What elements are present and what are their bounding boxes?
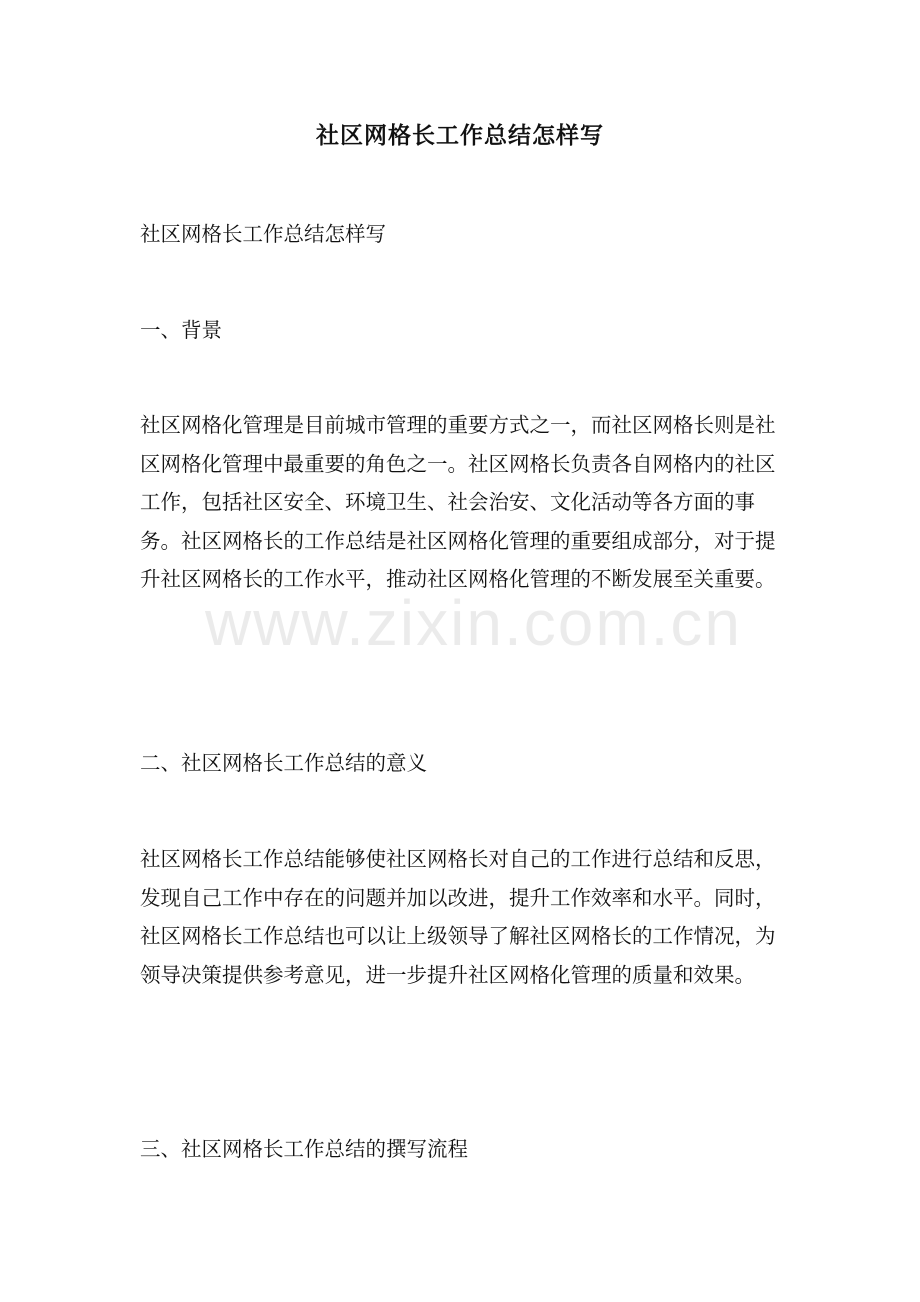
- section-body-significance: 社区网格长工作总结能够使社区网格长对自己的工作进行总结和反思，发现自己工作中存在的问题并加以改进，提升工作效率和水平。同时，社区网格长工作总结也可以让上级领导了解社区网格长的工作情况，为领导决策提供参考意见，进一步提升社区网格化管理的质量和效果。: [140, 847, 776, 987]
- watermark: www.zixin.com.cn: [205, 587, 742, 659]
- section-heading-background: 一、背景: [140, 318, 222, 342]
- section-heading-significance: 二、社区网格长工作总结的意义: [140, 751, 427, 775]
- section-heading-process: 三、社区网格长工作总结的撰写流程: [140, 1137, 468, 1161]
- section-body-background: 社区网格化管理是目前城市管理的重要方式之一，而社区网格长则是社区网格化管理中最重要的角色之一。社区网格长负责各自网格内的社区工作，包括社区安全、环境卫生、社会治安、文化活动等各方面的事务。社区网格长的工作总结是社区网格化管理的重要组成部分，对于提升社区网格长的工作水平，推动社区网格化管理的不断发展至关重要。: [140, 413, 776, 591]
- document-title: 社区网格长工作总结怎样写: [316, 122, 604, 149]
- document-subtitle: 社区网格长工作总结怎样写: [140, 222, 386, 246]
